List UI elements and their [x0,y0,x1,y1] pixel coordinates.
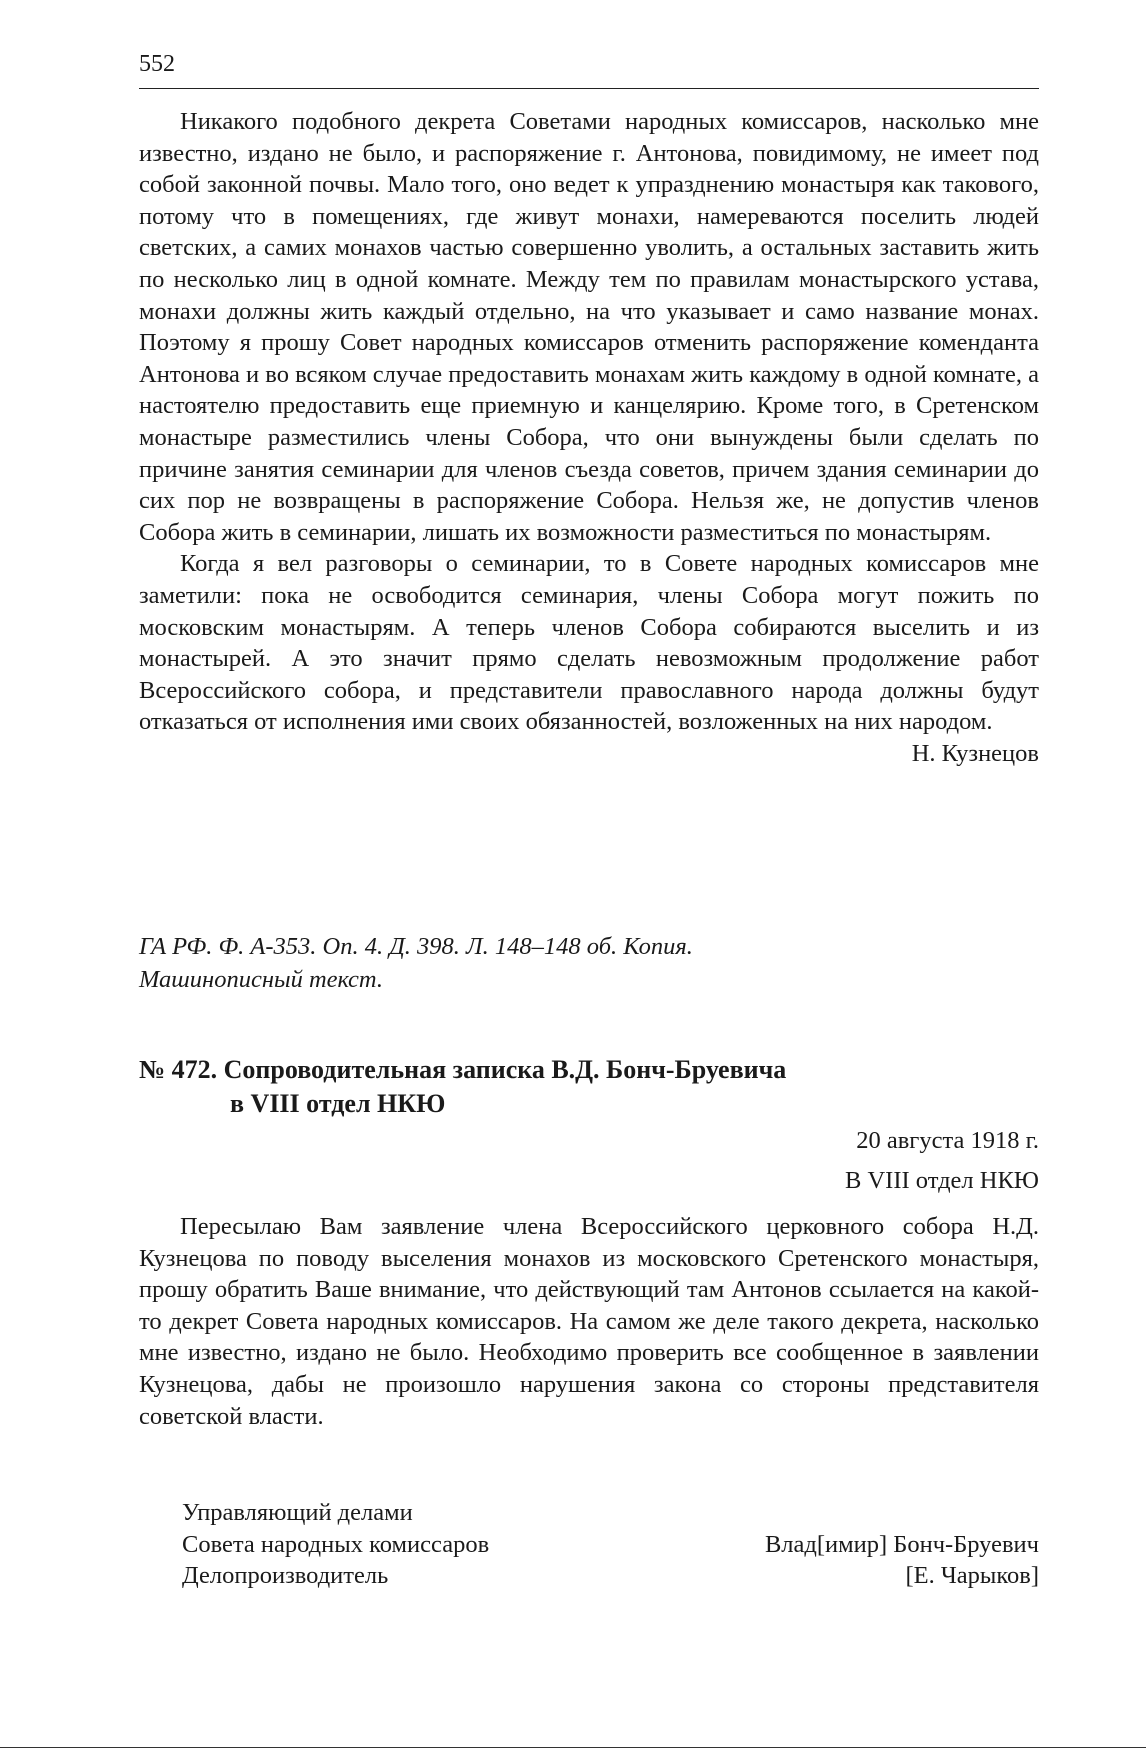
signature-name: [Е. Чарыков] [905,1562,1039,1590]
document-date: 20 августа 1918 г. [856,1127,1039,1154]
signature-block [139,1497,1039,1592]
heading-line: в VIII отдел НКЮ [230,1089,446,1118]
signature-row [139,1529,1039,1561]
page-number: 552 [139,51,175,77]
document-heading [139,1053,1039,1121]
source-note-line: Машинописный текст. [139,966,384,993]
paragraph: Пересылаю Вам заявление члена Всероссийского церковного собора Н.Д. Кузнецова по поводу выселения монахов из московского Сретенского монастыря, прошу обратить Ваше внимание, что действующий там Антонов ссылается на какой-то декрет Совета народных комиссаров. На самом же деле такого декрета, насколько мне известно, издано не было. Необходимо проверить все сообщенное в заявлении Кузнецова, дабы не произошло нарушения закона со стороны представителя советской власти. [139,1213,1039,1430]
signature-row [139,1560,1039,1592]
bottom-rule [0,1747,1146,1748]
signature-name: Влад[имир] Бонч-Бруевич [764,1530,1039,1558]
paragraph: Когда я вел разговоры о семинарии, то в Совете народных комиссаров мне заметили: пока не освободится семинария, члены Собора могут пожить по московским монастырям. А теперь членов Собора собираются выселить и из монастырей. А это значит прямо сделать невозможным продолжение работ Всероссийского собора, и представители православного народа должны будут отказаться от исполнения ими своих обязанностей, возложенных на них народом. [139,550,1039,736]
signature-row [139,1497,1039,1529]
signature-title: Совета народных комиссаров [182,1530,490,1558]
heading-line: № 472. Сопроводительная записка В.Д. Бонч-Бруевича [139,1055,787,1084]
archival-source-note [139,930,1039,996]
signature-title: Управляющий делами [182,1499,413,1526]
signature-kuznetsov: Н. Кузнецов [911,739,1039,767]
document-body [139,1211,1039,1432]
signature-title: Делопроизводитель [182,1562,389,1590]
continuation-text [139,106,1039,769]
source-note-line: ГА РФ. Ф. А-353. Оп. 4. Д. 398. Л. 148–148 об. Копия. [139,933,693,960]
paragraph: Никакого подобного декрета Советами народных комиссаров, насколько мне известно, издано не было, и распоряжение г. Антонова, повидимому, не имеет под собой законной почвы. Мало того, оно ведет к упразднению монастыря как такового, потому что в помещениях, где живут монахи, намереваются поселить людей светских, а самих монахов частью совершенно уволить, а остальных заставить жить по несколько лиц в одной комнате. Между тем по правилам монастырского устава, монахи должны жить каждый отдельно, на что указывает и само название монах. Поэтому я прошу Совет народных комиссаров отменить распоряжение коменданта Антонова и во всяком случае предоставить монахам жить каждому в одной комнате, а настоятелю предоставить еще приемную и канцелярию. Кроме того, в Сретенском монастыре разместились члены Собора, что они вынуждены были сделать по причине занятия семинарии для членов съезда советов, причем здания семинарии до сих пор не возвращены в распоряжение Собора. Нельзя же, не допустив членов Собора жить в семинарии, лишать их возможности разместиться по монастырям. [139,108,1039,546]
document-addressee: В VIII отдел НКЮ [845,1167,1039,1194]
header-rule [139,88,1039,89]
